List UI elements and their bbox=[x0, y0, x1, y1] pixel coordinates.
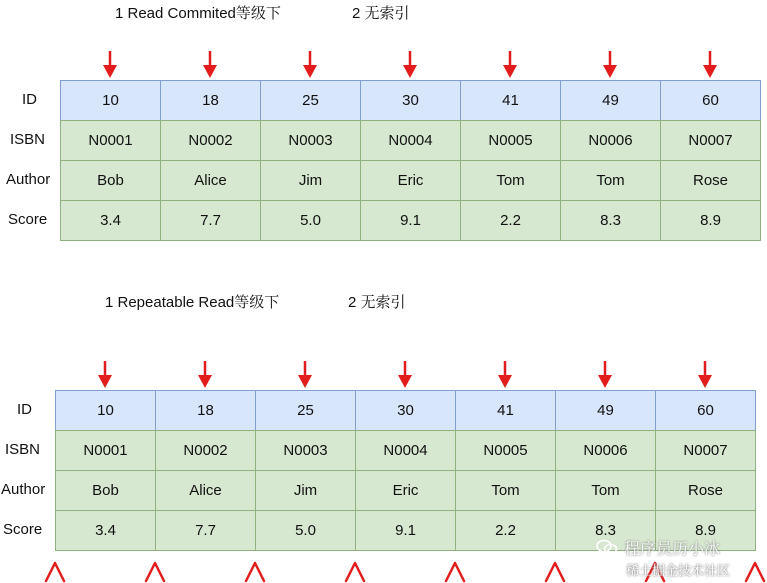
section1-cell-isbn-5: N0005 bbox=[460, 120, 561, 161]
section2-label-id: ID bbox=[17, 401, 32, 418]
section1-cell-id-5: 41 bbox=[460, 80, 561, 121]
section2-lock-arrow-2 bbox=[198, 361, 212, 388]
section1-cell-isbn-6: N0006 bbox=[560, 120, 661, 161]
section1-cell-id-6: 49 bbox=[560, 80, 661, 121]
section2-cell-isbn-3: N0003 bbox=[255, 430, 356, 471]
section2-label-score: Score bbox=[3, 521, 43, 538]
section2-gap-marker-6 bbox=[546, 563, 564, 581]
section1-cell-isbn-1: N0001 bbox=[60, 120, 161, 161]
section1-cell-id-3: 25 bbox=[260, 80, 361, 121]
section1-caption-index: 2 无索引 bbox=[352, 5, 410, 22]
section2-caption-index: 2 无索引 bbox=[348, 294, 406, 311]
section1-cell-isbn-4: N0004 bbox=[360, 120, 461, 161]
section2-cell-score-5: 2.2 bbox=[455, 510, 556, 551]
section1-label-id: ID bbox=[22, 91, 37, 108]
section1-cell-id-1: 10 bbox=[60, 80, 161, 121]
section1-cell-author-1: Bob bbox=[60, 160, 161, 201]
section2-cell-author-2: Alice bbox=[155, 470, 256, 511]
section2-cell-score-4: 9.1 bbox=[355, 510, 456, 551]
section2-gap-marker-1 bbox=[46, 563, 64, 581]
section2-cell-id-4: 30 bbox=[355, 390, 456, 431]
section1-lock-arrow-6 bbox=[603, 51, 617, 78]
section2-cell-id-7: 60 bbox=[655, 390, 756, 431]
section1-lock-arrow-3 bbox=[303, 51, 317, 78]
section1-lock-arrow-7 bbox=[703, 51, 717, 78]
section2-cell-isbn-4: N0004 bbox=[355, 430, 456, 471]
section1-cell-author-7: Rose bbox=[660, 160, 761, 201]
section2-lock-arrow-7 bbox=[698, 361, 712, 388]
section2-cell-id-2: 18 bbox=[155, 390, 256, 431]
section2-cell-id-1: 10 bbox=[55, 390, 156, 431]
section2-cell-score-7: 8.9 bbox=[655, 510, 756, 551]
section2-caption-level: 1 Repeatable Read等级下 bbox=[105, 294, 280, 311]
section1-cell-score-1: 3.4 bbox=[60, 200, 161, 241]
section2-cell-author-4: Eric bbox=[355, 470, 456, 511]
section1-lock-arrow-2 bbox=[203, 51, 217, 78]
section1-cell-author-2: Alice bbox=[160, 160, 261, 201]
section1-label-isbn: ISBN bbox=[10, 131, 46, 148]
section1-lock-arrow-1 bbox=[103, 51, 117, 78]
section1-label-score: Score bbox=[8, 211, 48, 228]
section2-cell-author-3: Jim bbox=[255, 470, 356, 511]
section2-cell-isbn-2: N0002 bbox=[155, 430, 256, 471]
section1-cell-id-2: 18 bbox=[160, 80, 261, 121]
section2-cell-id-6: 49 bbox=[555, 390, 656, 431]
section1-cell-id-7: 60 bbox=[660, 80, 761, 121]
section2-lock-arrow-1 bbox=[98, 361, 112, 388]
section1-cell-isbn-3: N0003 bbox=[260, 120, 361, 161]
section2-cell-isbn-5: N0005 bbox=[455, 430, 556, 471]
section1-lock-arrow-5 bbox=[503, 51, 517, 78]
section1-cell-isbn-2: N0002 bbox=[160, 120, 261, 161]
section1-cell-isbn-7: N0007 bbox=[660, 120, 761, 161]
section1-cell-author-3: Jim bbox=[260, 160, 361, 201]
section2-cell-id-5: 41 bbox=[455, 390, 556, 431]
section2-cell-score-6: 8.3 bbox=[555, 510, 656, 551]
section2-cell-id-3: 25 bbox=[255, 390, 356, 431]
section2-cell-score-1: 3.4 bbox=[55, 510, 156, 551]
section2-gap-marker-5 bbox=[446, 563, 464, 581]
section2-label-isbn: ISBN bbox=[5, 441, 41, 458]
section2-cell-score-3: 5.0 bbox=[255, 510, 356, 551]
section2-cell-author-7: Rose bbox=[655, 470, 756, 511]
section2-cell-author-6: Tom bbox=[555, 470, 656, 511]
watermark bbox=[600, 536, 720, 559]
section1-cell-id-4: 30 bbox=[360, 80, 461, 121]
section2-lock-arrow-5 bbox=[498, 361, 512, 388]
section1-cell-score-3: 5.0 bbox=[260, 200, 361, 241]
section2-cell-isbn-7: N0007 bbox=[655, 430, 756, 471]
section1-cell-score-4: 9.1 bbox=[360, 200, 461, 241]
section2-gap-marker-3 bbox=[246, 563, 264, 581]
section1-cell-score-5: 2.2 bbox=[460, 200, 561, 241]
section2-gap-marker-2 bbox=[146, 563, 164, 581]
section1-cell-score-2: 7.7 bbox=[160, 200, 261, 241]
section2-cell-author-1: Bob bbox=[55, 470, 156, 511]
watermark-subtext: 稀土掘金技术社区 bbox=[626, 563, 731, 578]
section2-gap-marker-4 bbox=[346, 563, 364, 581]
section1-lock-arrow-4 bbox=[403, 51, 417, 78]
section2-cell-isbn-6: N0006 bbox=[555, 430, 656, 471]
section1-cell-author-4: Eric bbox=[360, 160, 461, 201]
section1-cell-author-5: Tom bbox=[460, 160, 561, 201]
section2-cell-author-5: Tom bbox=[455, 470, 556, 511]
section1-label-author: Author bbox=[6, 171, 51, 188]
section2-gap-marker-8 bbox=[746, 563, 764, 581]
section2-lock-arrow-4 bbox=[398, 361, 412, 388]
section1-caption-level: 1 Read Commited等级下 bbox=[115, 5, 281, 22]
section2-label-author: Author bbox=[1, 481, 46, 498]
section1-cell-score-6: 8.3 bbox=[560, 200, 661, 241]
section1-cell-score-7: 8.9 bbox=[660, 200, 761, 241]
section2-cell-score-2: 7.7 bbox=[155, 510, 256, 551]
section2-lock-arrow-6 bbox=[598, 361, 612, 388]
section2-cell-isbn-1: N0001 bbox=[55, 430, 156, 471]
watermark-text: 程序员历小冰 bbox=[624, 541, 721, 558]
section1-cell-author-6: Tom bbox=[560, 160, 661, 201]
section2-lock-arrow-3 bbox=[298, 361, 312, 388]
